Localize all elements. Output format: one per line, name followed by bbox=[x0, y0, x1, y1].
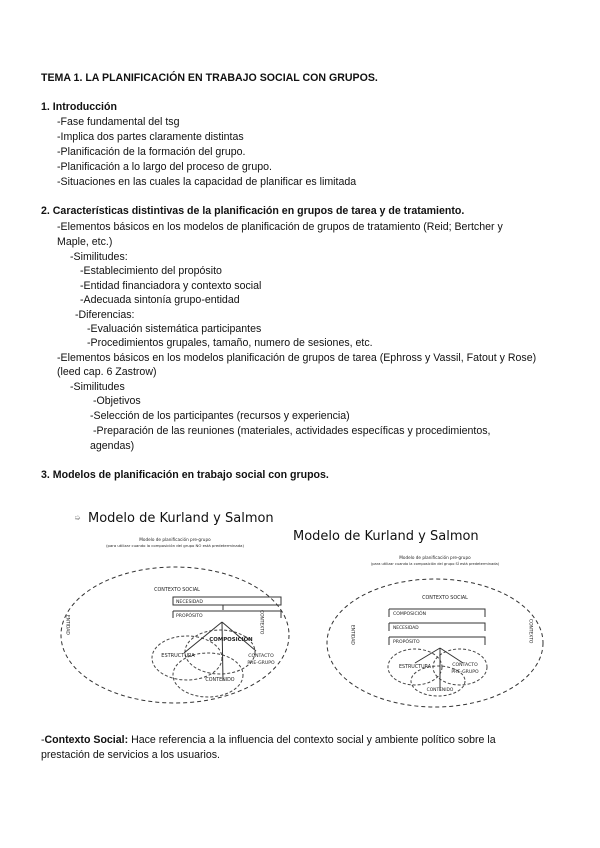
page-title: TEMA 1. LA PLANIFICACIÓN EN TRABAJO SOCIAL CON GRUPOS. bbox=[41, 72, 378, 84]
contexto-social-label: CONTEXTO SOCIAL bbox=[422, 596, 468, 601]
estructura-label: ESTRUCTURA bbox=[398, 665, 432, 670]
section-heading: 2. Características distintivas de la planificación en grupos de tarea y de tratamiento. bbox=[41, 205, 465, 217]
contacto-label: CONTACTO bbox=[452, 663, 478, 668]
bullet-icon: ➭ bbox=[74, 513, 81, 522]
list-item: Maple, etc.) bbox=[57, 236, 113, 248]
entidad-label: ENTIDAD bbox=[349, 625, 355, 645]
term-definition: Hace referencia a la influencia del contexto social y ambiente político sobre la bbox=[128, 734, 496, 746]
list-item: -Implica dos partes claramente distintas bbox=[57, 131, 244, 143]
list-item: -Preparación de las reuniones (materiales, actividades específicas y procedimientos, bbox=[93, 425, 491, 437]
term-label: Contexto Social: bbox=[44, 734, 129, 746]
subtitle2: (para utilizar cuando la composición del grupo NO está predeterminada) bbox=[106, 543, 244, 548]
contexto-label: CONTEXTO bbox=[527, 619, 533, 644]
list-item: agendas) bbox=[90, 440, 135, 452]
subtitle1: Modelo de planificación pre-grupo bbox=[399, 555, 471, 560]
box-label: NECESIDAD bbox=[393, 626, 419, 631]
list-item: -Similitudes: bbox=[70, 251, 128, 263]
list-item: -Diferencias: bbox=[75, 309, 135, 321]
contenido-label: CONTENIDO bbox=[205, 678, 235, 683]
list-item: -Adecuada sintonía grupo-entidad bbox=[80, 294, 240, 306]
list-item: -Planificación a lo largo del proceso de grupo. bbox=[57, 161, 272, 173]
pregrupo-label: PRE-GRUPO bbox=[451, 670, 479, 675]
list-item: -Planificación de la formación del grupo. bbox=[57, 146, 246, 158]
figure-kurland-salmon-left bbox=[60, 505, 295, 710]
subtitle1: Modelo de planificación pre-grupo bbox=[139, 537, 211, 542]
list-item: -Situaciones en las cuales la capacidad de planificar es limitada bbox=[57, 176, 357, 188]
box-label: PROPÓSITO bbox=[176, 614, 203, 619]
pregrupo-label: PRE-GRUPO bbox=[247, 661, 275, 666]
list-item: -Evaluación sistemática participantes bbox=[87, 323, 262, 335]
figure-title: Modelo de Kurland y Salmon bbox=[88, 511, 274, 526]
list-item: -Similitudes bbox=[70, 381, 125, 393]
figure-title: Modelo de Kurland y Salmon bbox=[293, 529, 479, 544]
list-item: -Objetivos bbox=[93, 395, 141, 407]
list-item: -Elementos básicos en los modelos planificación de grupos de tarea (Ephross y Vassil, Fatout y Rose) bbox=[57, 352, 537, 364]
subtitle2: (para utilizar cuando la composición del grupo SÍ está predeterminada) bbox=[370, 562, 500, 566]
contexto-label: CONTEXTO bbox=[258, 610, 264, 635]
contexto-social-paragraph: -Contexto Social: Hace referencia a la influencia del contexto social y ambiente político sobre la bbox=[41, 734, 496, 746]
contacto-label: CONTACTO bbox=[248, 654, 274, 659]
contexto-social-paragraph-cont: prestación de servicios a los usuarios. bbox=[41, 749, 221, 761]
diagram-right bbox=[285, 525, 555, 715]
list-item: -Fase fundamental del tsg bbox=[57, 116, 180, 128]
entidad-label: ENTIDAD bbox=[64, 615, 70, 635]
list-item: -Entidad financiadora y contexto social bbox=[80, 280, 262, 292]
list-item: -Procedimientos grupales, tamaño, numero de sesiones, etc. bbox=[87, 337, 373, 349]
diagram-left bbox=[60, 505, 295, 710]
box-label: COMPOSICIÓN bbox=[393, 612, 427, 617]
box-label: PROPÓSITO bbox=[393, 640, 420, 645]
list-item: -Selección de los participantes (recursos y experiencia) bbox=[90, 410, 350, 422]
estructura-label: ESTRUCTURA bbox=[161, 653, 195, 659]
contexto-social-label: CONTEXTO SOCIAL bbox=[154, 588, 200, 593]
composicion-label: COMPOSICIÓN bbox=[209, 637, 253, 643]
section-heading: 3. Modelos de planificación en trabajo social con grupos. bbox=[41, 469, 329, 481]
list-item: (leed cap. 6 Zastrow) bbox=[57, 366, 157, 378]
figure-kurland-salmon-right bbox=[285, 525, 555, 715]
list-item: -Establecimiento del propósito bbox=[80, 265, 222, 277]
box-label: NECESIDAD bbox=[176, 600, 203, 605]
contenido-label: CONTENIDO bbox=[426, 688, 454, 693]
list-item: -Elementos básicos en los modelos de planificación de grupos de tratamiento (Reid; Bertcher y bbox=[57, 221, 503, 233]
section-heading: 1. Introducción bbox=[41, 101, 117, 113]
